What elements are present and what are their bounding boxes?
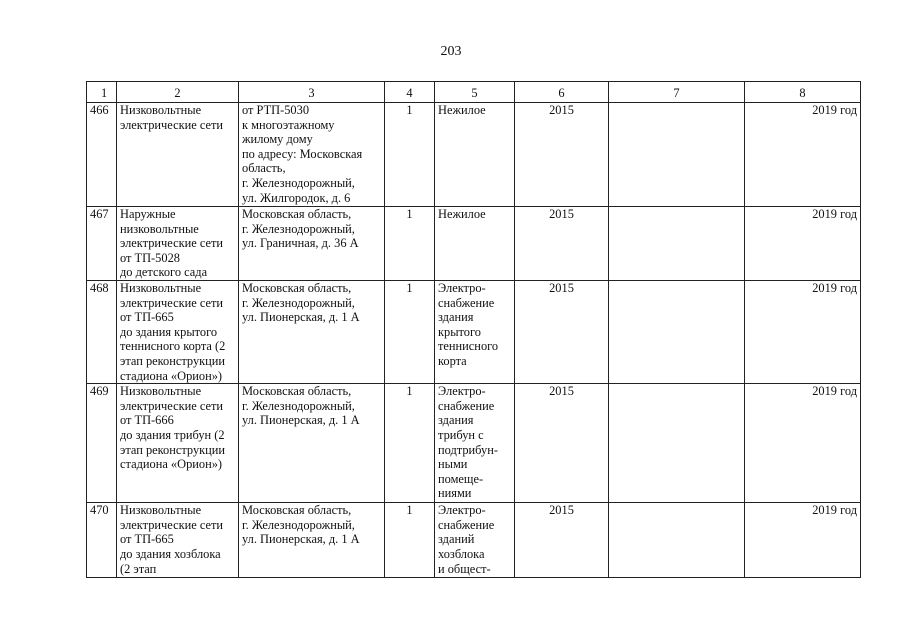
object-address: Московская область, г. Железнодорожный, ул. Пионерская, д. 1 А bbox=[239, 503, 385, 578]
object-name: Низковольтные электрические сети от ТП-666 до здания трибун (2 этап реконструкции стадиона «Орион») bbox=[117, 384, 239, 503]
object-purpose: Электро- снабжение зданий хозблока и общест- bbox=[435, 503, 515, 578]
object-date: 2019 год bbox=[745, 503, 861, 578]
row-number: 470 bbox=[87, 503, 117, 578]
page-number: 203 bbox=[440, 44, 462, 59]
object-name: Низковольтные электрические сети от ТП-665 до здания крытого теннисного корта (2 этап реконструкции стадиона «Орион») bbox=[117, 281, 239, 384]
column-number: 2 bbox=[117, 82, 239, 103]
object-date: 2019 год bbox=[745, 384, 861, 503]
table-row bbox=[87, 281, 861, 384]
object-year: 2015 bbox=[515, 281, 609, 384]
object-year: 2015 bbox=[515, 503, 609, 578]
object-quantity: 1 bbox=[385, 207, 435, 281]
column-number: 1 bbox=[87, 82, 117, 103]
column-7-cell bbox=[609, 281, 745, 384]
object-purpose: Нежилое bbox=[435, 103, 515, 207]
object-year: 2015 bbox=[515, 384, 609, 503]
row-number: 468 bbox=[87, 281, 117, 384]
object-year: 2015 bbox=[515, 103, 609, 207]
object-purpose: Нежилое bbox=[435, 207, 515, 281]
column-number: 5 bbox=[435, 82, 515, 103]
object-date: 2019 год bbox=[745, 207, 861, 281]
object-quantity: 1 bbox=[385, 103, 435, 207]
row-number: 467 bbox=[87, 207, 117, 281]
object-name: Наружные низковольтные электрические сети от ТП-5028 до детского сада bbox=[117, 207, 239, 281]
object-address: от РТП-5030 к многоэтажному жилому дому по адресу: Московская область, г. Железнодорожный, ул. Жилгородок, д. 6 bbox=[239, 103, 385, 207]
object-quantity: 1 bbox=[385, 281, 435, 384]
object-date: 2019 год bbox=[745, 103, 861, 207]
column-number: 8 bbox=[745, 82, 861, 103]
object-year: 2015 bbox=[515, 207, 609, 281]
object-name: Низковольтные электрические сети от ТП-665 до здания хозблока (2 этап bbox=[117, 503, 239, 578]
table-row bbox=[87, 503, 861, 578]
object-purpose: Электро- снабжение здания трибун с подтрибун- ными помеще- ниями bbox=[435, 384, 515, 503]
column-number-row bbox=[87, 82, 861, 103]
column-7-cell bbox=[609, 207, 745, 281]
object-purpose: Электро- снабжение здания крытого теннисного корта bbox=[435, 281, 515, 384]
object-quantity: 1 bbox=[385, 384, 435, 503]
object-address: Московская область, г. Железнодорожный, ул. Граничная, д. 36 А bbox=[239, 207, 385, 281]
object-quantity: 1 bbox=[385, 503, 435, 578]
row-number: 466 bbox=[87, 103, 117, 207]
column-number: 7 bbox=[609, 82, 745, 103]
object-name: Низковольтные электрические сети bbox=[117, 103, 239, 207]
object-address: Московская область, г. Железнодорожный, ул. Пионерская, д. 1 А bbox=[239, 384, 385, 503]
object-address: Московская область, г. Железнодорожный, ул. Пионерская, д. 1 А bbox=[239, 281, 385, 384]
column-number: 6 bbox=[515, 82, 609, 103]
table-row bbox=[87, 384, 861, 503]
registry-table bbox=[86, 81, 861, 578]
column-7-cell bbox=[609, 103, 745, 207]
row-number: 469 bbox=[87, 384, 117, 503]
object-date: 2019 год bbox=[745, 281, 861, 384]
column-7-cell bbox=[609, 384, 745, 503]
table-row bbox=[87, 207, 861, 281]
column-7-cell bbox=[609, 503, 745, 578]
column-number: 3 bbox=[239, 82, 385, 103]
column-number: 4 bbox=[385, 82, 435, 103]
table-row bbox=[87, 103, 861, 207]
